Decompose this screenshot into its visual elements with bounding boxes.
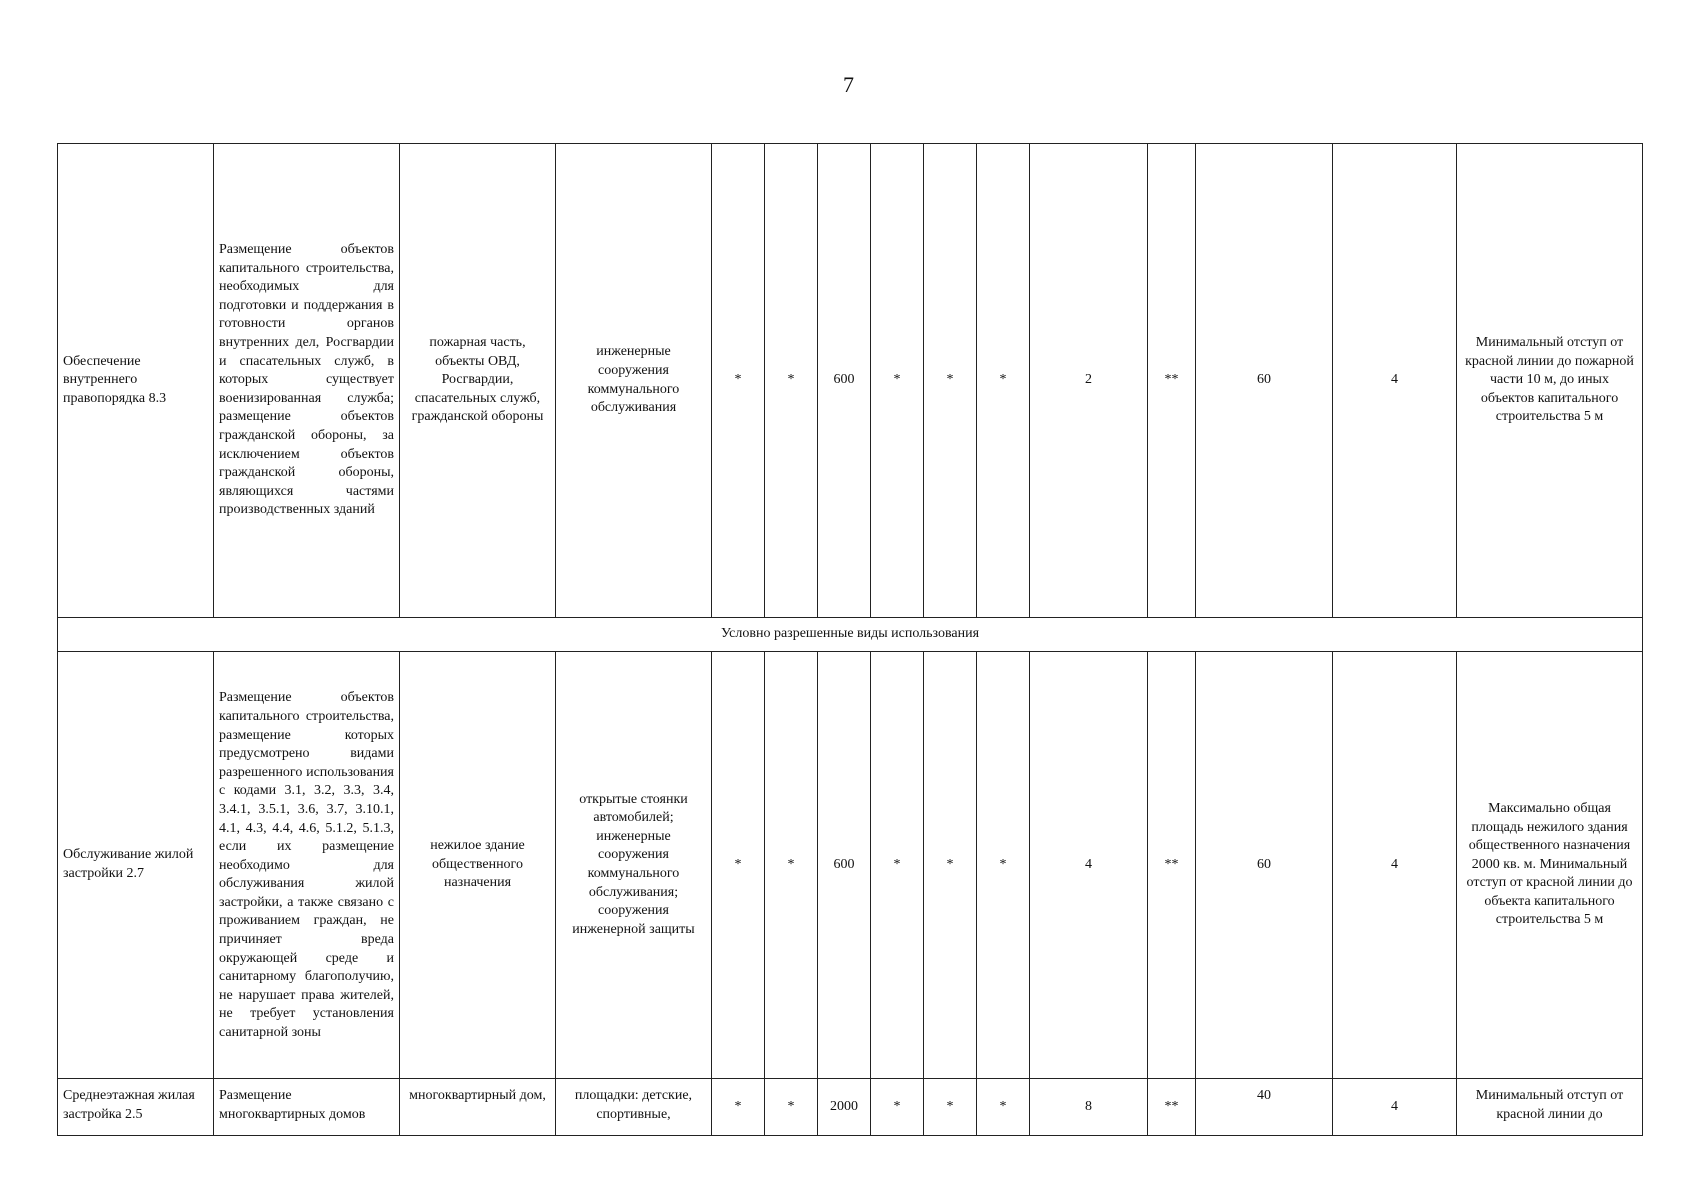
param-cell: 600 <box>818 652 871 1079</box>
use-type-description: Размещение многоквартирных домов <box>214 1079 400 1136</box>
param-cell: * <box>977 1079 1030 1136</box>
auxiliary-object-cell: инженерные сооружения коммунального обслуживания <box>556 144 712 618</box>
param-cell: * <box>924 652 977 1079</box>
param-cell: 60 <box>1196 144 1333 618</box>
param-cell: * <box>765 652 818 1079</box>
param-cell: * <box>712 652 765 1079</box>
param-cell: * <box>924 1079 977 1136</box>
use-type-description: Размещение объектов капитального строительства, необходимых для подготовки и поддержания в готовности органов внутренних дел, Росгвардии и спасательных служб, в которых существует военизированная служба; размещение объектов гражданской обороны, за исключением объектов гражданской обороны, являющихся частями производственных зданий <box>214 144 400 618</box>
param-cell: 4 <box>1333 144 1457 618</box>
param-cell: * <box>977 652 1030 1079</box>
table-row <box>58 144 1643 618</box>
table-row <box>58 652 1643 1079</box>
param-cell: 4 <box>1333 1079 1457 1136</box>
param-cell: * <box>712 144 765 618</box>
param-cell: * <box>765 1079 818 1136</box>
note-cell: Минимальный отступ от красной линии до <box>1457 1079 1643 1136</box>
param-cell: 40 <box>1196 1079 1333 1136</box>
section-header-row <box>58 618 1643 652</box>
param-cell: * <box>871 1079 924 1136</box>
use-type-description: Размещение объектов капитального строительства, размещение которых предусмотрено видами разрешенного использования с кодами 3.1, 3.2, 3.3, 3.4, 3.4.1, 3.5.1, 3.6, 3.7, 3.10.1, 4.1, 4.3, 4.4, 4.6, 5.1.2, 5.1.3, если их размещение необходимо для обслуживания жилой застройки, а также связано с проживанием граждан, не причиняет вреда окружающей среде и санитарному благополучию, не нарушает права жителей, не требует установления санитарной зоны <box>214 652 400 1079</box>
auxiliary-object-cell: открытые стоянки автомобилей; инженерные сооружения коммунального обслуживания; сооружения инженерной защиты <box>556 652 712 1079</box>
main-object-cell: пожарная часть, объекты ОВД, Росгвардии, спасательных служб, гражданской обороны <box>400 144 556 618</box>
param-cell: ** <box>1148 652 1196 1079</box>
param-cell: 4 <box>1030 652 1148 1079</box>
param-cell: * <box>871 652 924 1079</box>
use-type-name: Обеспечение внутреннего правопорядка 8.3 <box>58 144 214 618</box>
param-cell: 2 <box>1030 144 1148 618</box>
auxiliary-object-cell: площадки: детские, спортивные, <box>556 1079 712 1136</box>
param-cell: * <box>871 144 924 618</box>
main-object-cell: нежилое здание общественного назначения <box>400 652 556 1079</box>
note-cell: Максимально общая площадь нежилого здания общественного назначения 2000 кв. м. Минимальный отступ от красной линии до объекта капитального строительства 5 м <box>1457 652 1643 1079</box>
use-type-name: Обслуживание жилой застройки 2.7 <box>58 652 214 1079</box>
use-type-name: Среднеэтажная жилая застройка 2.5 <box>58 1079 214 1136</box>
param-cell: * <box>712 1079 765 1136</box>
param-cell: ** <box>1148 1079 1196 1136</box>
param-cell: 8 <box>1030 1079 1148 1136</box>
param-cell: ** <box>1148 144 1196 618</box>
param-cell: 4 <box>1333 652 1457 1079</box>
param-cell: * <box>977 144 1030 618</box>
param-cell: * <box>924 144 977 618</box>
note-cell: Минимальный отступ от красной линии до пожарной части 10 м, до иных объектов капитального строительства 5 м <box>1457 144 1643 618</box>
param-cell: * <box>765 144 818 618</box>
zoning-regulations-table <box>57 143 1643 1136</box>
param-cell: 600 <box>818 144 871 618</box>
page-number: 7 <box>843 72 854 97</box>
param-cell: 60 <box>1196 652 1333 1079</box>
section-title-conditional-uses: Условно разрешенные виды использования <box>58 618 1643 652</box>
table-row <box>58 1079 1643 1136</box>
param-cell: 2000 <box>818 1079 871 1136</box>
main-object-cell: многоквартирный дом, <box>400 1079 556 1136</box>
